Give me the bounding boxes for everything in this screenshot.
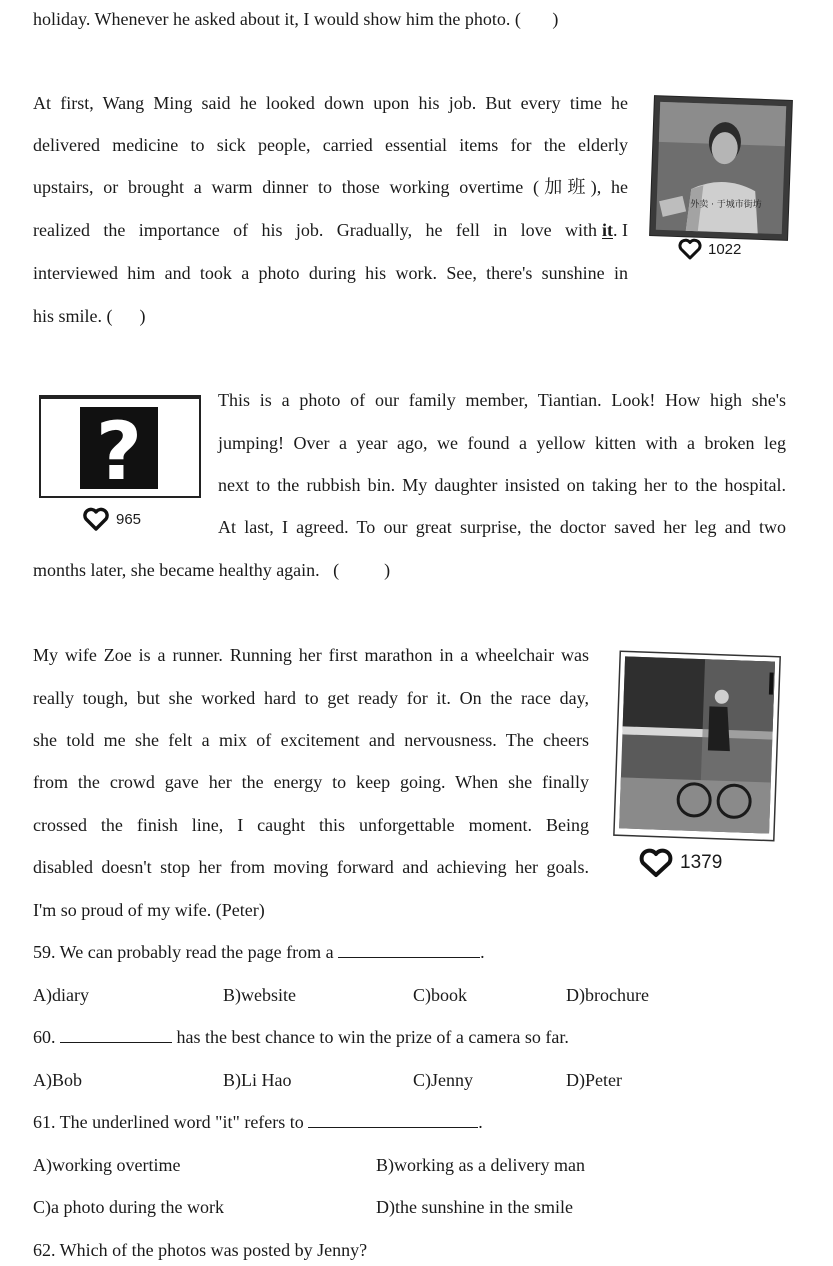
option-b[interactable]: B)website	[223, 985, 296, 1005]
stem-text: .	[478, 1112, 483, 1132]
heart-icon	[678, 238, 702, 260]
option-d[interactable]: D)the sunshine in the smile	[376, 1197, 573, 1217]
post-line: from the crowd gave her the energy to keep going. When she finally	[33, 772, 589, 792]
post-line: This is a photo of our family member, Tiantian. Look! How high she's	[218, 390, 786, 410]
heart-icon	[638, 848, 674, 878]
option-c[interactable]: C)book	[413, 985, 467, 1005]
answer-blank[interactable]	[308, 1111, 478, 1128]
answer-blank[interactable]	[60, 1026, 172, 1043]
post-line: months later, she became healthy again. ( )	[33, 560, 391, 580]
post-line: disabled doesn't stop her from moving forward and achieving her goals.	[33, 857, 589, 877]
post-line: really tough, but she worked hard to get ready for it. On the race day,	[33, 688, 589, 708]
stem-text: 60.	[33, 1027, 56, 1047]
question-mark-glyph: ?	[95, 405, 143, 498]
option-c[interactable]: C)a photo during the work	[33, 1197, 224, 1217]
post-line: I'm so proud of my wife. (Peter)	[33, 900, 265, 920]
line-part: . I	[613, 220, 628, 240]
post-tail-line: holiday. Whenever he asked about it, I would show him the photo. ( )	[33, 9, 559, 29]
wheelchair-runner-photo	[612, 650, 784, 844]
like-count-tiantian[interactable]	[82, 507, 141, 531]
stem-text: has the best chance to win the prize of a camera so far.	[176, 1027, 569, 1047]
answer-blank[interactable]	[338, 941, 480, 958]
question-stem	[33, 941, 485, 963]
stem-text: 61. The underlined word "it" refers to	[33, 1112, 304, 1132]
option-a[interactable]: A)Bob	[33, 1070, 82, 1090]
post-line: delivered medicine to sick people, carried essential items for the elderly	[33, 135, 628, 155]
heart-icon	[82, 507, 110, 531]
option-a[interactable]: A)working overtime	[33, 1155, 181, 1175]
post-line: jumping! Over a year ago, we found a yellow kitten with a broken leg	[218, 433, 786, 453]
option-b[interactable]: B)Li Hao	[223, 1070, 292, 1090]
delivery-man-photo	[648, 94, 794, 242]
option-a[interactable]: A)diary	[33, 985, 89, 1005]
like-count-wang[interactable]	[678, 238, 741, 260]
question-mark-photo	[39, 395, 201, 498]
post-line: next to the rubbish bin. My daughter insisted on taking her to the hospital.	[218, 475, 786, 495]
post-line: crossed the finish line, I caught this unforgettable moment. Being	[33, 815, 589, 835]
post-line: interviewed him and took a photo during his work. See, there's sunshine in	[33, 263, 628, 283]
option-d[interactable]: D)Peter	[566, 1070, 622, 1090]
post-line: At last, I agreed. To our great surprise, the doctor saved her leg and two	[218, 517, 786, 537]
post-line: upstairs, or brought a warm dinner to those working overtime (加班), he	[33, 177, 628, 197]
stem-text: 59. We can probably read the page from a	[33, 942, 334, 962]
option-c[interactable]: C)Jenny	[413, 1070, 473, 1090]
stem-text: .	[480, 942, 485, 962]
like-count-text: 1022	[708, 240, 742, 258]
like-count-zoe[interactable]	[638, 848, 722, 878]
underlined-word-it: it	[602, 220, 613, 240]
post-line: she told me she felt a mix of excitement and nervousness. The cheers	[33, 730, 589, 750]
post-line: My wife Zoe is a runner. Running her first marathon in a wheelchair was	[33, 645, 589, 665]
line-part: realized the importance of his job. Gradually, he fell in love with	[33, 220, 597, 240]
option-d[interactable]: D)brochure	[566, 985, 649, 1005]
option-b[interactable]: B)working as a delivery man	[376, 1155, 585, 1175]
question-stem	[33, 1111, 483, 1133]
question-stem: 62. Which of the photos was posted by Jenny?	[33, 1240, 368, 1260]
like-count-text: 1379	[680, 852, 723, 873]
post-line	[33, 219, 628, 241]
question-stem	[33, 1026, 569, 1048]
like-count-text: 965	[116, 510, 142, 528]
post-line: At first, Wang Ming said he looked down upon his job. But every time he	[33, 93, 628, 113]
badge-text: 外卖 · 于城市街坊	[690, 200, 762, 210]
post-line: his smile. ( )	[33, 306, 146, 326]
